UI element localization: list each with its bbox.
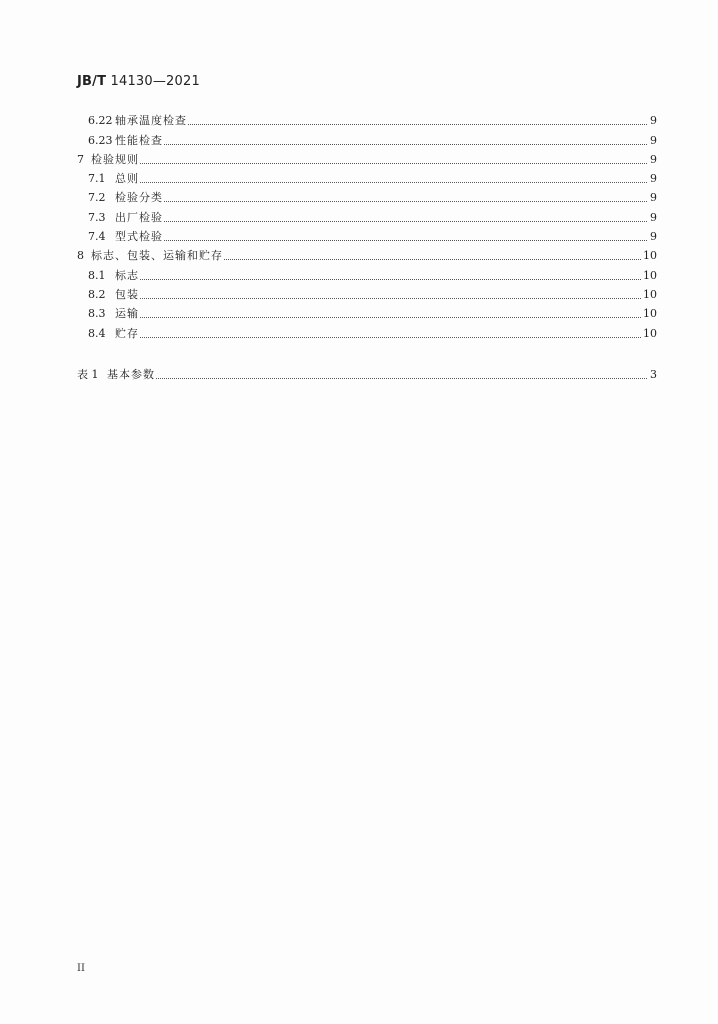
toc-entry-number: 6.23 bbox=[88, 133, 113, 147]
toc-entry-number: 7.3 bbox=[88, 210, 106, 224]
toc-leader-dots bbox=[164, 220, 647, 222]
toc-entry-title: 标志、包装、运输和贮存 bbox=[91, 249, 223, 263]
toc-entry-title: 贮存 bbox=[115, 326, 139, 340]
toc-entry-number: 8.4 bbox=[88, 326, 106, 340]
toc-entry-page: 9 bbox=[650, 152, 657, 166]
toc-entry[interactable] bbox=[77, 167, 657, 186]
toc-entry-page: 10 bbox=[643, 326, 657, 340]
table-list-entry[interactable] bbox=[77, 363, 657, 382]
toc-leader-dots bbox=[140, 162, 647, 164]
toc-leader-dots bbox=[156, 377, 647, 379]
footer-page-number: II bbox=[77, 963, 85, 974]
table-list bbox=[77, 363, 657, 382]
toc-entry-number: 7 bbox=[77, 152, 84, 166]
toc-entry-page: 10 bbox=[643, 287, 657, 301]
toc-entry-page: 9 bbox=[650, 191, 657, 205]
toc-entry-number: 8.2 bbox=[88, 287, 106, 301]
toc-leader-dots bbox=[164, 239, 647, 241]
toc-entry-title: 检验规则 bbox=[91, 152, 139, 166]
table-of-contents bbox=[77, 109, 657, 341]
toc-entry-page: 10 bbox=[643, 249, 657, 263]
toc-leader-dots bbox=[140, 316, 641, 318]
toc-leader-dots bbox=[188, 123, 647, 125]
toc-leader-dots bbox=[140, 297, 641, 299]
toc-entry-title: 出厂检验 bbox=[115, 210, 163, 224]
toc-entry-number: 7.1 bbox=[88, 172, 106, 186]
toc-entry-page: 9 bbox=[650, 230, 657, 244]
toc-entry[interactable] bbox=[77, 205, 657, 224]
toc-entry-number: 8.1 bbox=[88, 268, 106, 282]
standard-code-prefix: JB/T bbox=[77, 74, 107, 89]
toc-entry[interactable] bbox=[77, 148, 657, 167]
toc-entry[interactable] bbox=[77, 109, 657, 128]
toc-entry-title: 包装 bbox=[115, 287, 139, 301]
toc-entry[interactable] bbox=[77, 128, 657, 147]
toc-entry-title: 检验分类 bbox=[115, 191, 163, 205]
toc-entry-title: 型式检验 bbox=[115, 230, 163, 244]
toc-entry-number: 8.3 bbox=[88, 307, 106, 321]
toc-entry[interactable] bbox=[77, 321, 657, 340]
toc-entry-number: 7.4 bbox=[88, 230, 106, 244]
toc-entry-title: 轴承温度检查 bbox=[115, 114, 187, 128]
toc-leader-dots bbox=[140, 336, 641, 338]
standard-code-number: 14130—2021 bbox=[106, 74, 200, 89]
toc-entry-number: 8 bbox=[77, 249, 84, 263]
toc-entry[interactable] bbox=[77, 186, 657, 205]
toc-leader-dots bbox=[140, 181, 647, 183]
toc-leader-dots bbox=[224, 258, 641, 260]
toc-entry-page: 9 bbox=[650, 114, 657, 128]
toc-entry[interactable] bbox=[77, 244, 657, 263]
toc-entry[interactable] bbox=[77, 283, 657, 302]
toc-entry[interactable] bbox=[77, 302, 657, 321]
toc-leader-dots bbox=[140, 278, 641, 280]
toc-entry-title: 标志 bbox=[115, 268, 139, 282]
standard-code bbox=[77, 74, 200, 89]
table-list-number: 表 1 bbox=[77, 368, 99, 382]
toc-entry-page: 9 bbox=[650, 210, 657, 224]
table-list-page: 3 bbox=[650, 368, 657, 382]
toc-leader-dots bbox=[164, 143, 647, 145]
toc-entry-page: 9 bbox=[650, 133, 657, 147]
toc-entry-page: 10 bbox=[643, 268, 657, 282]
toc-entry-title: 性能检查 bbox=[115, 133, 163, 147]
toc-entry-number: 7.2 bbox=[88, 191, 106, 205]
toc-entry-page: 9 bbox=[650, 172, 657, 186]
toc-entry-page: 10 bbox=[643, 307, 657, 321]
toc-entry[interactable] bbox=[77, 225, 657, 244]
toc-entry-title: 运输 bbox=[115, 307, 139, 321]
toc-entry[interactable] bbox=[77, 263, 657, 282]
toc-entry-title: 总则 bbox=[115, 172, 139, 186]
toc-leader-dots bbox=[164, 200, 647, 202]
table-list-title: 基本参数 bbox=[107, 368, 155, 382]
toc-entry-number: 6.22 bbox=[88, 114, 113, 128]
